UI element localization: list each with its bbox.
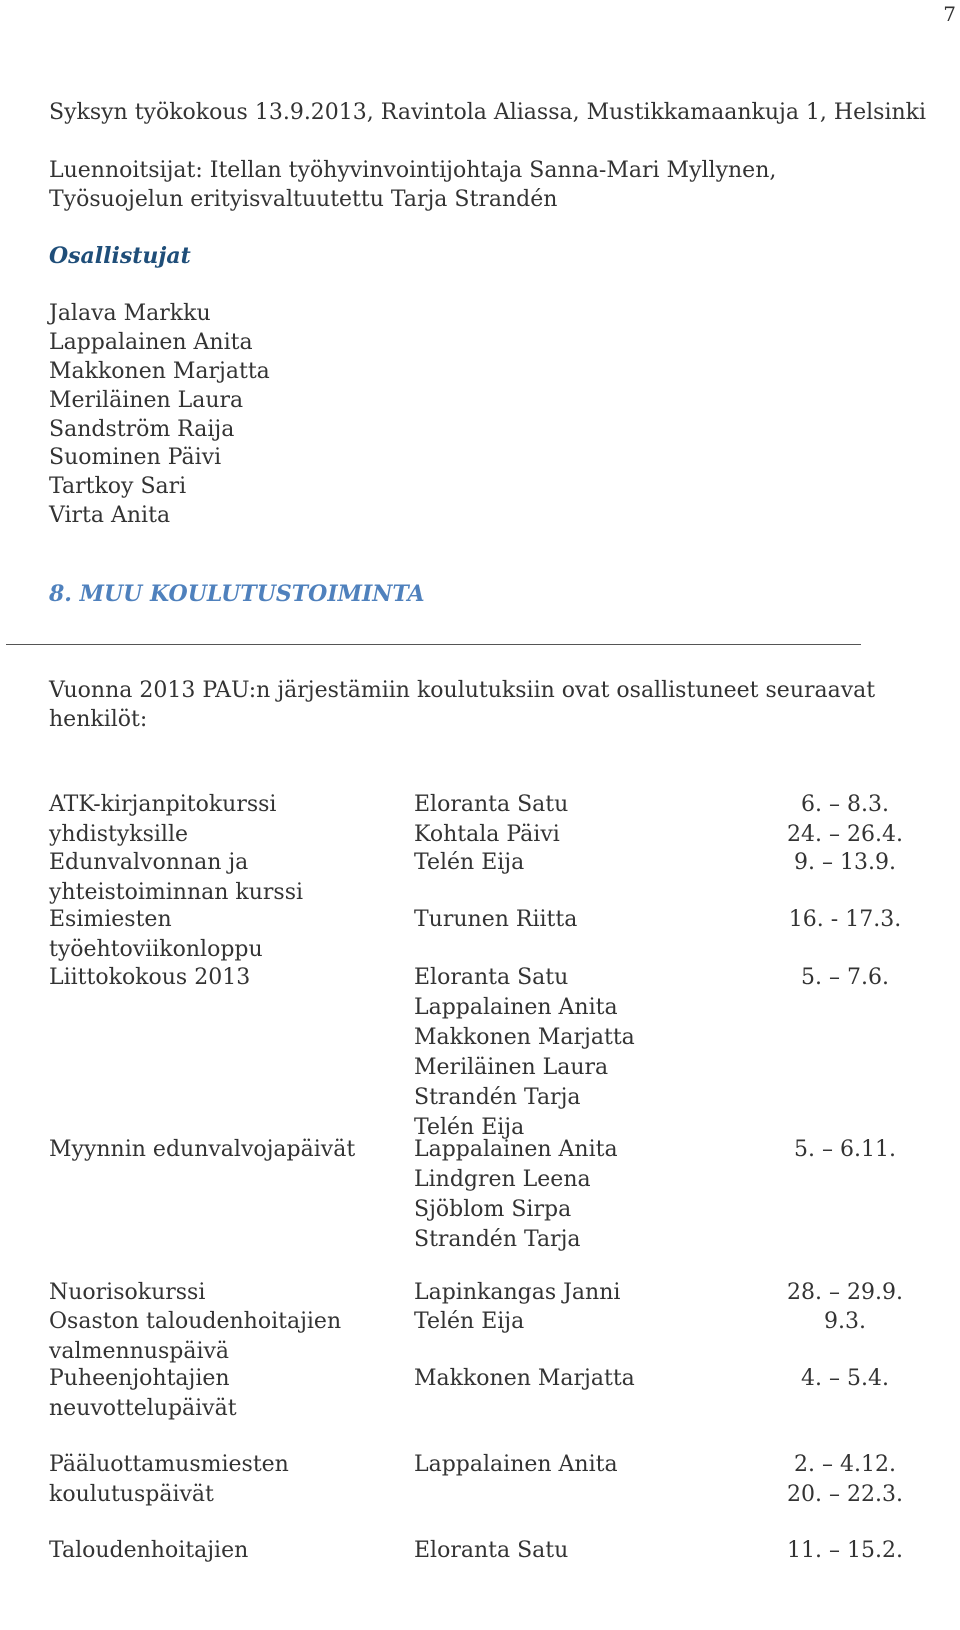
course-name-line: Pääluottamusmiesten [49,1452,289,1477]
participant-names [414,1364,734,1394]
participant-names [414,1135,734,1255]
participant-names [414,1450,734,1480]
course-name-line: yhdistyksille [49,822,189,847]
participant-name: Makkonen Marjatta [414,1366,635,1391]
course-date: 11. – 15.2. [787,1538,903,1563]
participant-names [414,848,734,878]
course-dates [739,1307,951,1337]
participant-name: Makkonen Marjatta [414,1025,635,1050]
participant-name: Lappalainen Anita [414,995,618,1020]
participant-names [414,1536,734,1566]
participant-names [414,790,734,850]
course-name-line: ATK-kirjanpitokurssi [49,792,277,817]
course-dates [739,1536,951,1566]
course-name-line: koulutuspäivät [49,1482,214,1507]
course-date: 20. – 22.3. [787,1482,903,1507]
course-date: 6. – 8.3. [801,792,889,817]
participant-name: Telén Eija [414,1309,525,1334]
course-date: 16. - 17.3. [788,907,902,932]
participant-item: Suominen Päivi [49,445,222,470]
course-name-line: työehtoviikonloppu [49,937,263,962]
course-name [49,1307,409,1367]
participant-name: Strandén Tarja [414,1227,581,1252]
course-name-line: Liittokokous 2013 [49,965,251,990]
course-date: 9. – 13.9. [794,850,896,875]
participant-name: Lapinkangas Janni [414,1280,621,1305]
course-dates [739,963,951,993]
participant-name: Lindgren Leena [414,1167,591,1192]
course-name-line: Nuorisokurssi [49,1280,206,1305]
course-name-line: neuvottelupäivät [49,1396,237,1421]
course-name [49,905,409,965]
course-dates [739,848,951,878]
participant-name: Eloranta Satu [414,1538,569,1563]
participant-item: Meriläinen Laura [49,388,244,413]
section-divider [6,644,861,645]
participant-item: Virta Anita [49,503,171,528]
course-name-line: Esimiesten [49,907,172,932]
participant-names [414,905,734,935]
participant-item: Sandström Raija [49,417,235,442]
course-date: 9.3. [824,1309,866,1334]
participant-name: Eloranta Satu [414,792,569,817]
course-dates [739,905,951,935]
participant-name: Turunen Riitta [414,907,578,932]
participant-item: Jalava Markku [49,301,211,326]
course-name-line: yhteistoiminnan kurssi [49,880,304,905]
participant-names [414,1278,734,1308]
course-name-line: Edunvalvonnan ja [49,850,249,875]
meeting-title: Syksyn työkokous 13.9.2013, Ravintola Aliassa, Mustikkamaankuja 1, Helsinki [49,100,927,125]
course-name-line: valmennuspäivä [49,1339,230,1364]
lecturers-line-2: Työsuojelun erityisvaltuutettu Tarja Strandén [49,187,558,212]
course-name-line: Myynnin edunvalvojapäivät [49,1137,356,1162]
course-name [49,790,409,850]
course-date: 2. – 4.12. [794,1452,896,1477]
participant-name: Strandén Tarja [414,1085,581,1110]
participant-names [414,963,734,1143]
course-name [49,1450,409,1510]
participant-name: Meriläinen Laura [414,1055,609,1080]
participant-names [414,1307,734,1337]
page-number: 7 [943,2,956,26]
course-name [49,963,409,993]
course-dates [739,790,951,850]
section-intro-line-2: henkilöt: [49,707,148,732]
section-heading: 8. MUU KOULUTUSTOIMINTA [49,581,425,607]
participant-name: Sjöblom Sirpa [414,1197,572,1222]
participant-item: Makkonen Marjatta [49,359,270,384]
course-name-line: Puheenjohtajien [49,1366,230,1391]
participant-name: Lappalainen Anita [414,1452,618,1477]
course-name [49,848,409,908]
course-date: 24. – 26.4. [787,822,903,847]
participant-item: Lappalainen Anita [49,330,253,355]
participants-heading: Osallistujat [49,243,191,269]
course-dates [739,1278,951,1308]
course-date: 5. – 7.6. [801,965,889,990]
course-name-line: Osaston taloudenhoitajien [49,1309,342,1334]
participant-name: Kohtala Päivi [414,822,560,847]
lecturers-line-1: Luennoitsijat: Itellan työhyvinvointijohtaja Sanna-Mari Myllynen, [49,158,777,183]
course-date: 5. – 6.11. [794,1137,896,1162]
course-date: 4. – 5.4. [801,1366,889,1391]
course-dates [739,1135,951,1165]
course-name [49,1364,409,1424]
participant-item: Tartkoy Sari [49,474,187,499]
course-dates [739,1364,951,1394]
section-intro-line-1: Vuonna 2013 PAU:n järjestämiin koulutuksiin ovat osallistuneet seuraavat [49,678,876,703]
course-name [49,1135,409,1165]
participant-name: Telén Eija [414,850,525,875]
participant-name: Eloranta Satu [414,965,569,990]
course-name-line: Taloudenhoitajien [49,1538,249,1563]
course-date: 28. – 29.9. [787,1280,903,1305]
participant-name: Lappalainen Anita [414,1137,618,1162]
course-dates [739,1450,951,1510]
course-name [49,1536,409,1566]
course-name [49,1278,409,1308]
participant-name: Telén Eija [414,1115,525,1140]
